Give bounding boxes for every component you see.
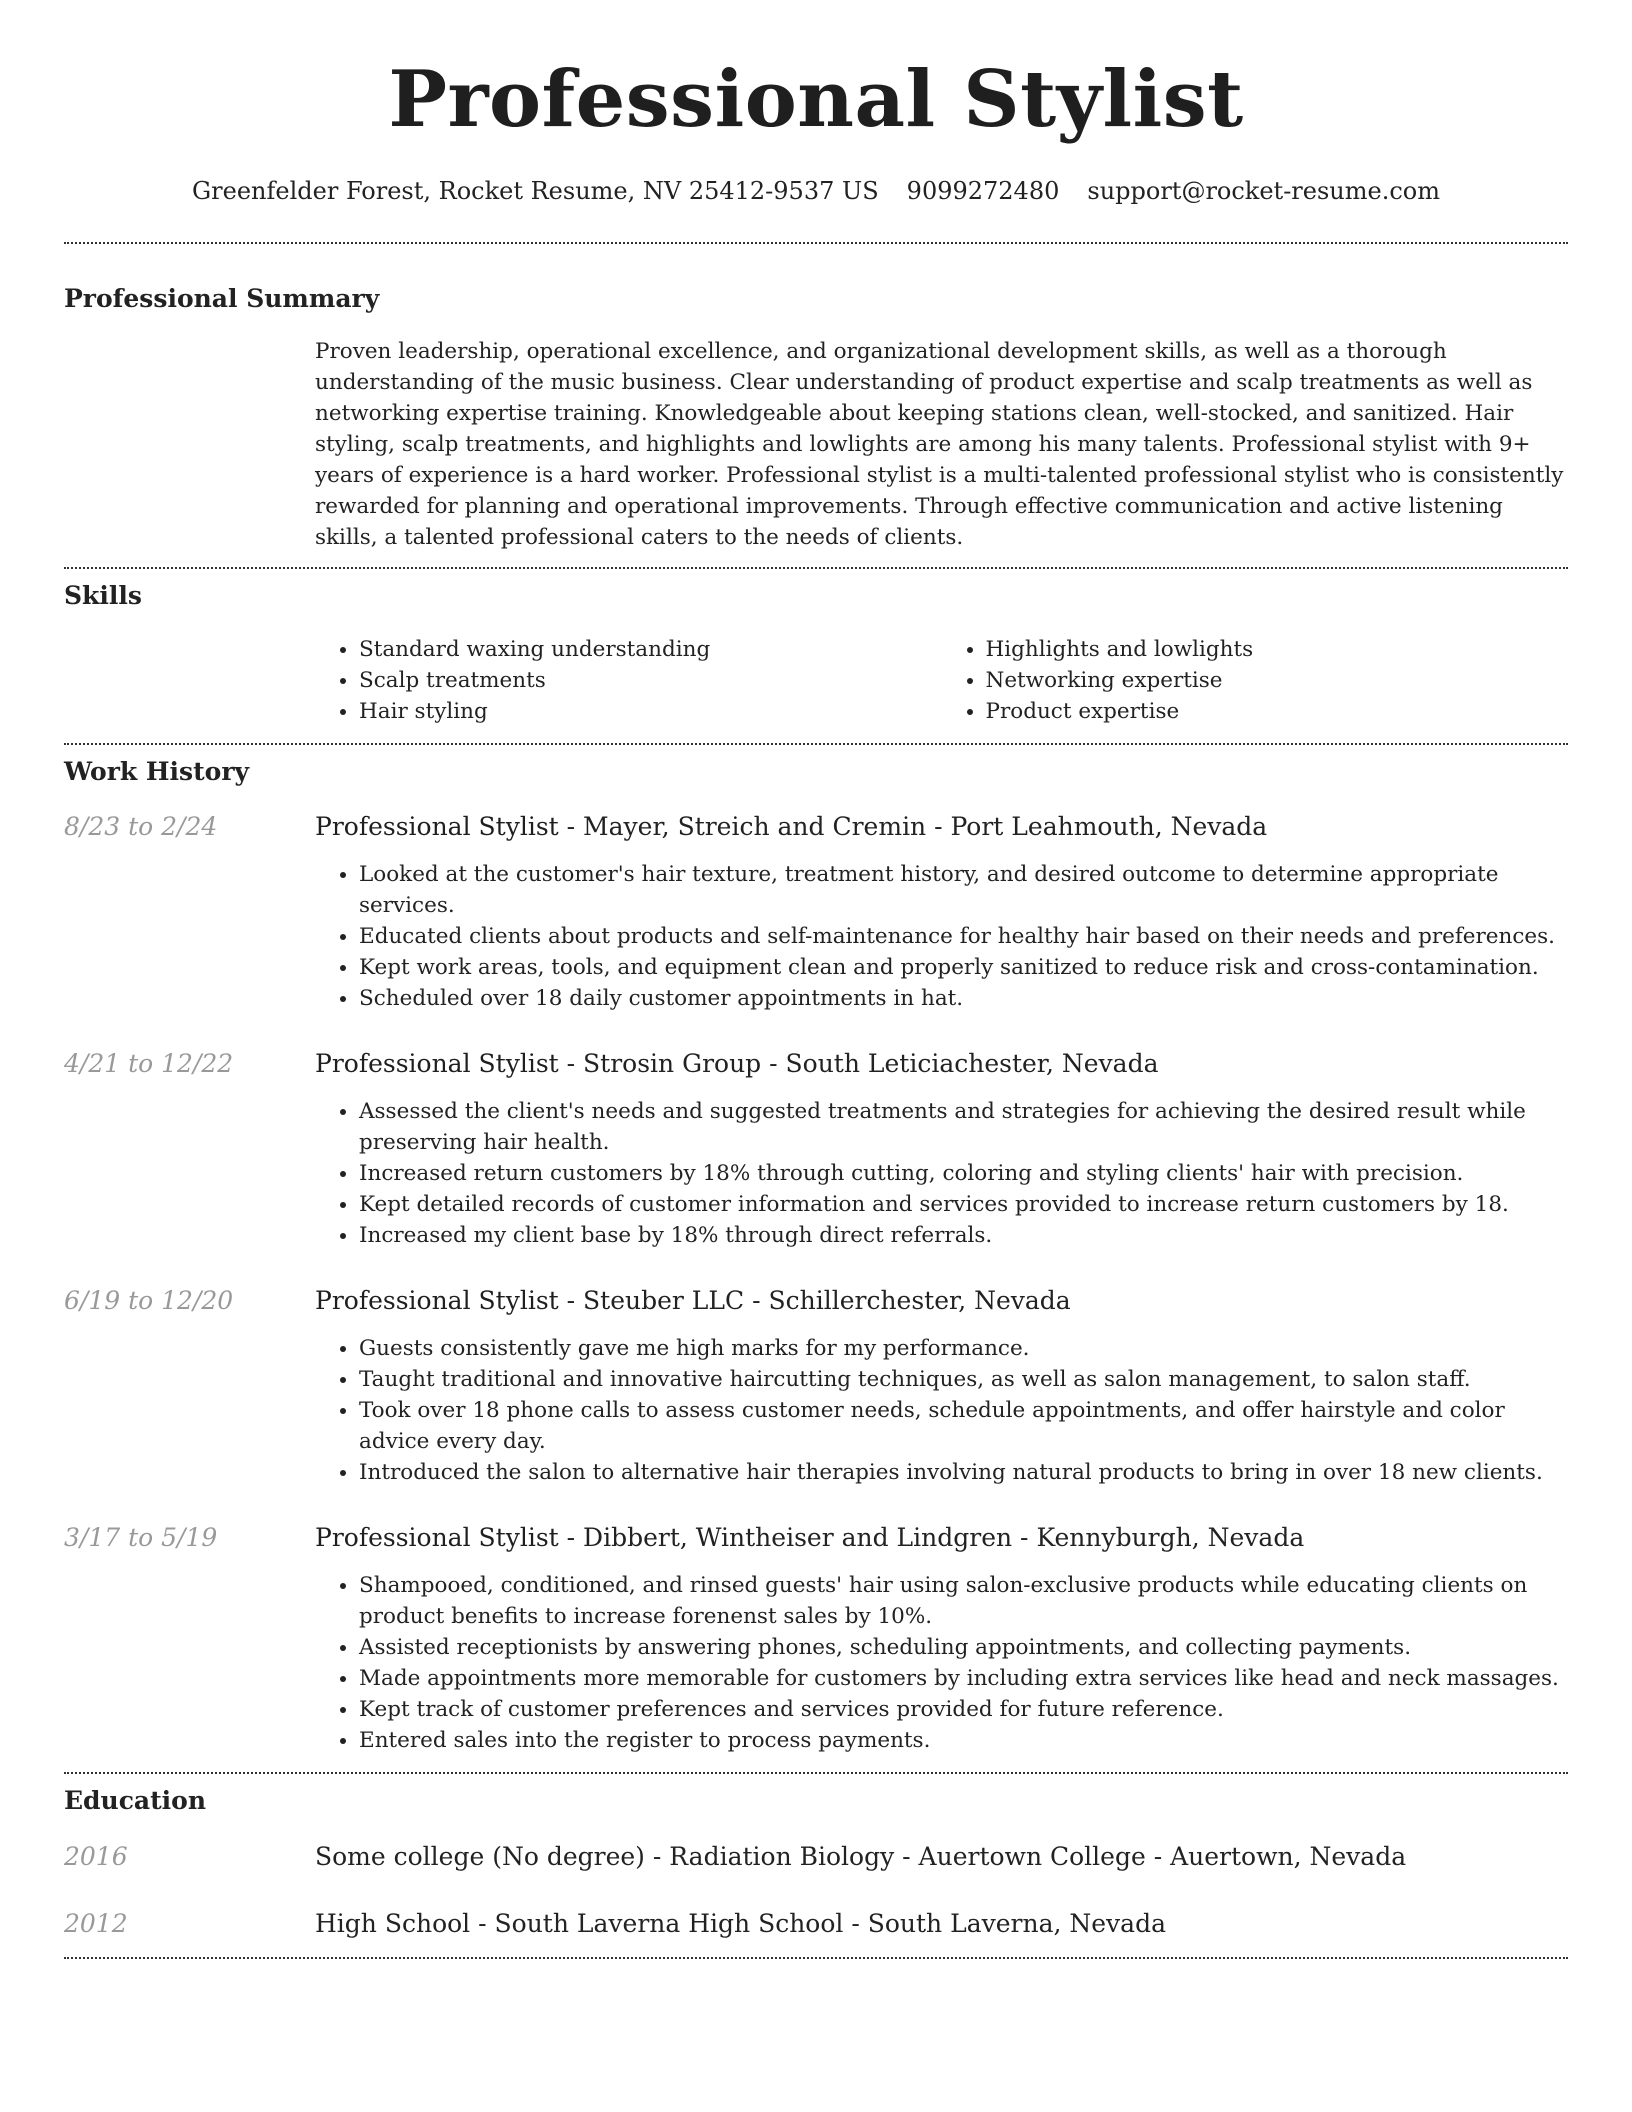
skills-title: Skills [64,581,142,610]
job-dates: 8/23 to 2/24 [64,812,218,841]
job-bullet: • Kept track of customer preferences and services provided for future reference. [359,1694,1568,1725]
job-bullet: • Introduced the salon to alternative hair therapies involving natural products to bring in over 18 new clients. [359,1457,1568,1488]
job-bullet: • Shampooed, conditioned, and rinsed guests' hair using salon-exclusive products while educating clients on product benefits to increase forenenst sales by 10%. [359,1570,1568,1632]
job-employer: - Mayer, Streich and Cremin - Port Leahmouth, Nevada [558,812,1268,841]
job-employer: - Steuber LLC - Schillerchester, Nevada [558,1286,1071,1315]
summary-title: Professional Summary [64,284,380,313]
skill-item: • Scalp treatments [359,665,942,696]
skill-item: • Product expertise [986,696,1569,727]
contact-phone: 9099272480 [906,177,1060,205]
summary-section [64,244,1568,553]
job-title [315,1047,1568,1081]
contact-line [64,174,1568,208]
job-title [315,1521,1568,1555]
job-role: Professional Stylist [315,1523,559,1552]
education-detail: High School - South Laverna High School - South Laverna, Nevada [315,1909,1166,1938]
job-entry [64,1521,1568,1756]
job-bullet: • Took over 18 phone calls to assess customer needs, schedule appointments, and offer hairstyle and color advice every day. [359,1395,1568,1457]
resume-name: Professional Stylist [388,54,1244,145]
skills-list-left [315,634,942,727]
skills-section [64,569,1568,727]
education-title: Education [64,1786,207,1815]
job-bullets [315,1333,1568,1488]
work-history-title: Work History [64,757,250,786]
job-dates: 6/19 to 12/20 [64,1286,234,1315]
job-bullet: • Assessed the client's needs and suggested treatments and strategies for achieving the desired result while preserving hair health. [359,1096,1568,1158]
job-bullet: • Educated clients about products and self-maintenance for healthy hair based on their needs and preferences. [359,921,1568,952]
education-detail: Some college (No degree) - Radiation Biology - Auertown College - Auertown, Nevada [315,1842,1407,1871]
job-employer: - Strosin Group - South Leticiachester, Nevada [558,1049,1159,1078]
job-bullet: • Entered sales into the register to process payments. [359,1725,1568,1756]
job-bullet: • Increased my client base by 18% through direct referrals. [359,1220,1568,1251]
job-bullet: • Looked at the customer's hair texture, treatment history, and desired outcome to determine appropriate services. [359,859,1568,921]
job-title [315,1284,1568,1318]
skill-item: • Hair styling [359,696,942,727]
job-dates: 3/17 to 5/19 [64,1523,218,1552]
summary-text: Proven leadership, operational excellence, and organizational development skills, as well as a thorough understanding of the music business. Clear understanding of product expertise and scalp treatments as well as networking expertise training. Knowledgeable about keeping stations clean, well-stocked, and sanitized. Hair styling, scalp treatments, and highlights and lowlights are among his many talents. Professional stylist with 9+ years of experience is a hard worker. Professional stylist is a multi-talented professional stylist who is consistently rewarded for planning and operational improvements. Through effective communication and active listening skills, a talented professional caters to the needs of clients. [315,339,1564,550]
job-bullet: • Scheduled over 18 daily customer appointments in hat. [359,983,1568,1014]
education-year: 2016 [64,1842,128,1871]
education-entry [64,1840,1568,1874]
education-year: 2012 [64,1909,128,1938]
job-bullet: • Kept work areas, tools, and equipment clean and properly sanitized to reduce risk and cross-contamination. [359,952,1568,983]
job-role: Professional Stylist [315,1286,559,1315]
job-role: Professional Stylist [315,1049,559,1078]
education-section [64,1774,1568,1941]
job-bullet: • Guests consistently gave me high marks for my performance. [359,1333,1568,1364]
job-bullet: • Assisted receptionists by answering phones, scheduling appointments, and collecting payments. [359,1632,1568,1663]
contact-email: support@rocket-resume.com [1087,177,1440,205]
summary-left-spacer [64,336,315,553]
job-entry [64,1284,1568,1488]
job-bullets [315,1570,1568,1756]
job-bullets [315,859,1568,1014]
skill-item: • Standard waxing understanding [359,634,942,665]
job-entry [64,1047,1568,1251]
job-employer: - Dibbert, Wintheiser and Lindgren - Kennyburgh, Nevada [558,1523,1305,1552]
job-role: Professional Stylist [315,812,559,841]
section-divider [64,1957,1568,1959]
job-bullet: • Made appointments more memorable for customers by including extra services like head and neck massages. [359,1663,1568,1694]
job-bullets [315,1096,1568,1251]
skill-item: • Networking expertise [986,665,1569,696]
job-bullet: • Taught traditional and innovative haircutting techniques, as well as salon management, to salon staff. [359,1364,1568,1395]
skills-list-right [942,634,1569,727]
job-entry [64,810,1568,1014]
job-bullet: • Kept detailed records of customer information and services provided to increase return customers by 18. [359,1189,1568,1220]
contact-address: Greenfelder Forest, Rocket Resume, NV 25412-9537 US [192,177,879,205]
job-title [315,810,1568,844]
skill-item: • Highlights and lowlights [986,634,1569,665]
work-history-section [64,745,1568,1756]
education-entry [64,1907,1568,1941]
job-dates: 4/21 to 12/22 [64,1049,234,1078]
job-bullet: • Increased return customers by 18% through cutting, coloring and styling clients' hair with precision. [359,1158,1568,1189]
